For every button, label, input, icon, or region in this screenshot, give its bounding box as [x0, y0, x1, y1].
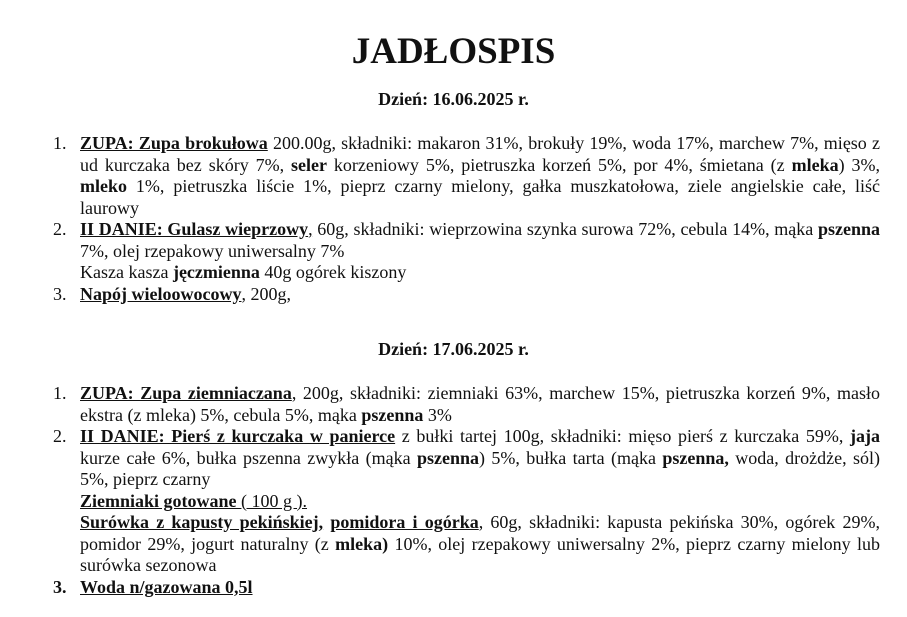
menu-list [53, 383, 881, 598]
ingredients-text: ) 5%, bułka tarta (mąka [479, 447, 663, 468]
menu-item-main [53, 426, 881, 577]
item-number: 1. [53, 383, 67, 403]
side-dish-text: Kasza kasza [80, 262, 173, 282]
day-heading: Dzień: 17.06.2025 r. [378, 339, 529, 359]
salad-name: pomidora i ogórka [330, 512, 479, 532]
menu-item-drink [53, 576, 880, 599]
document-title: JADŁOSPIS [351, 31, 556, 72]
separator: , [241, 283, 246, 304]
side-dish-text: ( 100 g ). [241, 490, 308, 511]
item-number: 2. [53, 219, 67, 239]
salad-line [80, 512, 880, 577]
menu-item-drink [53, 283, 880, 306]
ingredients-text: 60g, składniki: wieprzowina szynka surowa 72%, cebula 14%, mąka [312, 219, 818, 239]
allergen: pszenna [361, 404, 424, 425]
ingredients-text: 1%, pietruszka liście 1%, pieprz czarny mielony, gałka muszkatołowa, ziele angielskie całe, liść laurowy [80, 176, 880, 218]
ingredients-text: 200g, [245, 283, 291, 304]
allergen: pszenna [417, 447, 480, 468]
allergen: mleka) [335, 533, 389, 554]
separator: , [308, 219, 313, 239]
menu-item-soup [53, 133, 880, 219]
item-number: 2. [53, 426, 67, 446]
dish-name: II DANIE: Gulasz wieprzowy [80, 219, 309, 239]
menu-item-soup [53, 383, 880, 426]
ingredients-text: kurze całe 6%, bułka pszenna zwykła (mąka [80, 447, 418, 468]
side-dish-text: 40g ogórek kiszony [259, 262, 407, 282]
ingredients-text: , 200g, składniki: ziemniaki 63%, marchew 15%, pietruszka korzeń 9%, masło ekstra (z mleka) 5%, cebula 5%, mąka [80, 383, 880, 425]
allergen: mleko [80, 176, 127, 196]
dish-name: Woda n/gazowana 0,5l [80, 576, 253, 597]
day-heading: Dzień: 16.06.2025 r. [378, 89, 529, 109]
side-dish-line [80, 491, 880, 513]
salad-name: Surówka z kapusty pekińskiej, [80, 512, 324, 532]
menu-item-main [53, 219, 880, 284]
ingredients-text: , 60g, składniki: kapusta pekińska 30%, ogórek 29%, pomidor 29%, jogurt naturalny (z [80, 512, 880, 554]
item-number: 3. [53, 576, 67, 597]
allergen: seler [291, 154, 328, 175]
ingredients-text: z bułki tartej 100g, składniki: mięso pierś z kurczaka 59%, [395, 426, 850, 446]
allergen: pszenna, [662, 447, 729, 468]
menu-list [53, 133, 880, 305]
allergen: jęczmienna [172, 262, 260, 282]
ingredients-text: 10%, olej rzepakowy uniwersalny 2%, pieprz czarny mielony lub surówka sezonowa [80, 533, 880, 575]
dish-name: II DANIE: Pierś z kurczaka w panierce [80, 426, 396, 446]
ingredients-text: 200.00g, składniki: makaron 31%, brokuły 19%, woda 17%, marchew 7%, mięso z ud kurczaka bez skóry 7%, [80, 133, 880, 175]
ingredients-text: woda, drożdże, sól) 5%, pieprz czarny [80, 447, 881, 489]
item-number: 3. [53, 283, 67, 304]
ingredients-text: 7%, olej rzepakowy uniwersalny 7% [80, 240, 345, 261]
ingredients-text: 3% [423, 404, 452, 425]
dish-name: Napój wieloowocowy [80, 283, 242, 304]
side-dish-line [80, 262, 880, 284]
dish-name: ZUPA: Zupa ziemniaczana [80, 383, 292, 403]
side-dish-name: Ziemniaki gotowane [80, 490, 242, 511]
ingredients-text: korzeniowy 5%, pietruszka korzeń 5%, por 4%, śmietana (z [327, 154, 792, 175]
ingredients-text: ) 3%, [838, 154, 880, 175]
item-number: 1. [53, 133, 67, 153]
dish-name: ZUPA: Zupa brokułowa [80, 133, 268, 153]
allergen: pszenna [817, 219, 880, 239]
allergen: mleka [791, 154, 839, 175]
allergen: jaja [850, 426, 880, 446]
